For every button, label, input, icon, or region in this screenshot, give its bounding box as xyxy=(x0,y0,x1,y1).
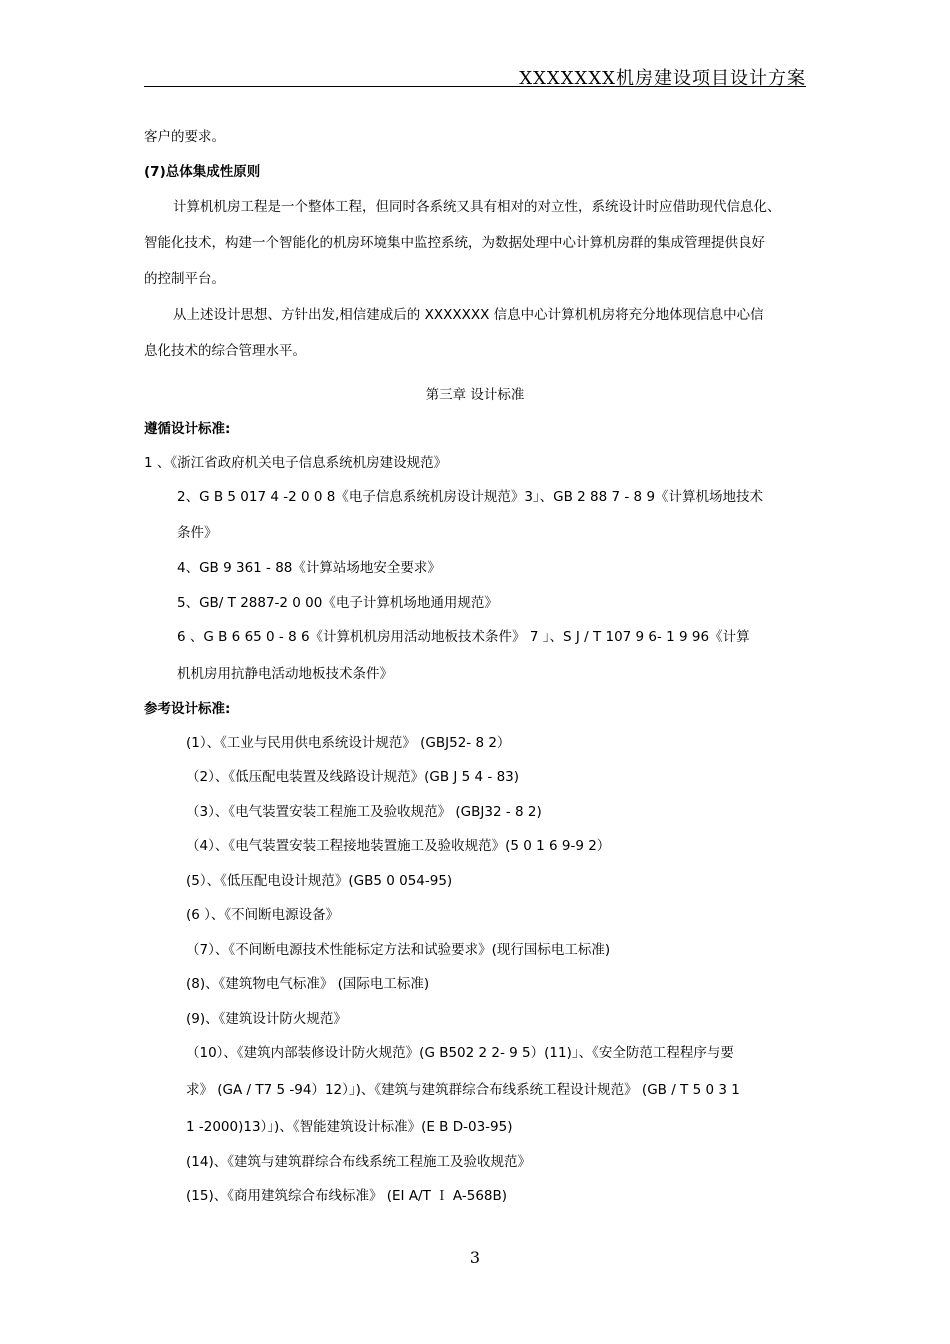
body-line: 计算机机房工程是一个整体工程，但同时各系统又具有相对的对立性，系统设计时应借助现代信息化、 xyxy=(173,199,781,215)
reference-item: （10）、《建筑内部装修设计防火规范》(G B502 2 2- 9 5）(11)」、《安全防范工程程序与要 xyxy=(186,1045,734,1061)
standard-item: 条件》 xyxy=(177,525,218,541)
reference-item: （4）、《电气装置安装工程接地装置施工及验收规范》(5 0 1 6 9-9 2） xyxy=(186,838,611,854)
reference-item: (14)、《建筑与建筑群综合布线系统工程施工及验收规范》 xyxy=(186,1154,531,1170)
body-line: 息化技术的综合管理水平。 xyxy=(144,343,306,359)
body-line: 客户的要求。 xyxy=(144,129,225,145)
reference-item: (1）、《工业与民用供电系统设计规范》 (GBJ52- 8 2） xyxy=(186,735,511,751)
standard-item: 4、GB 9 361 - 88《计算站场地安全要求》 xyxy=(177,560,441,576)
standard-item: 1 、《浙江省政府机关电子信息系统机房建设规范》 xyxy=(144,455,448,471)
body-line: 智能化技术，构建一个智能化的机房环境集中监控系统，为数据处理中心计算机房群的集成管理提供良好 xyxy=(144,235,765,251)
reference-item: (8)、《建筑物电气标准》 (国际电工标准) xyxy=(186,976,430,992)
page-header-title: XXXXXXX机房建设项目设计方案 xyxy=(519,68,806,89)
reference-item: 求》 (GA / T7 5 -94）12）」)、《建筑与建筑群综合布线系统工程设计规范》 (GB / T 5 0 3 1 xyxy=(186,1082,740,1098)
header-divider xyxy=(144,86,806,87)
chapter-title: 第三章 设计标准 xyxy=(425,387,525,403)
reference-item: 1 -2000)13）」)、《智能建筑设计标准》(E B D-03-95) xyxy=(186,1119,513,1135)
reference-item: (9)、《建筑设计防火规范》 xyxy=(186,1011,347,1027)
standard-item: 机机房用抗静电活动地板技术条件》 xyxy=(177,666,393,682)
follow-standards-heading: 遵循设计标准: xyxy=(144,421,231,437)
reference-item: (15)、《商用建筑综合布线标准》 (EI A/T Ｉ A-568B) xyxy=(186,1188,508,1204)
reference-item: (5）、《低压配电设计规范》(GB5 0 054-95) xyxy=(186,873,453,889)
reference-standards-heading: 参考设计标准: xyxy=(144,701,231,717)
reference-item: （2）、《低压配电装置及线路设计规范》(GB J 5 4 - 83) xyxy=(186,769,520,785)
standard-item: 5、GB/ T 2887-2 0 00《电子计算机场地通用规范》 xyxy=(177,595,498,611)
reference-item: （7）、《不间断电源技术性能标定方法和试验要求》(现行国标电工标准) xyxy=(186,942,611,958)
section-heading: (7)总体集成性原则 xyxy=(144,164,261,180)
reference-item: （3）、《电气装置安装工程施工及验收规范》 (GBJ32 - 8 2) xyxy=(186,804,542,820)
standard-item: 2、G B 5 017 4 -2 0 0 8《电子信息系统机房设计规范》3」、GB 2 88 7 - 8 9《计算机场地技术 xyxy=(177,489,764,505)
page-number: 3 xyxy=(469,1248,481,1267)
reference-item: (6 ）、《不间断电源设备》 xyxy=(186,907,340,923)
standard-item: 6 、G B 6 65 0 - 8 6《计算机机房用活动地板技术条件》 7 」、S J / T 107 9 6- 1 9 96《计算 xyxy=(177,629,750,645)
body-line: 从上述设计思想、方针出发,相信建成后的 XXXXXXX 信息中心计算机机房将充分地体现信息中心信 xyxy=(173,307,764,323)
body-line: 的控制平台。 xyxy=(144,271,225,287)
